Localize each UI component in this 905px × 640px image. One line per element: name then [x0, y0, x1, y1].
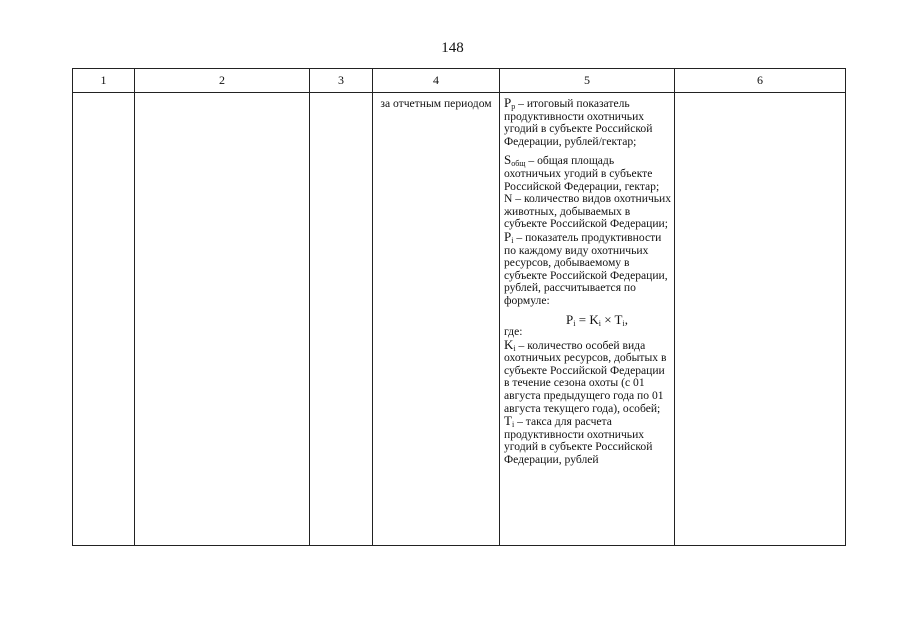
- cell-col5-definitions: [500, 93, 675, 546]
- where-label: где:: [504, 325, 523, 339]
- column-header-5: 5: [500, 69, 675, 93]
- definition-pi: [504, 228, 672, 308]
- formula-k: K: [589, 311, 599, 327]
- definition-pr-text: – итоговый показатель продуктивности охотничьих угодий в субъекте Российской Федерации, рублей/гектар;: [504, 97, 653, 148]
- formula-k-sub: i: [598, 318, 601, 328]
- definition-ki: [504, 336, 672, 416]
- column-header-6: 6: [675, 69, 846, 93]
- formula-p-sub: i: [573, 318, 576, 328]
- formula-t-sub: i: [622, 318, 625, 328]
- formula-t: T: [614, 311, 623, 327]
- formula-p: P: [566, 311, 574, 327]
- column-header-2: 2: [135, 69, 310, 93]
- cell-col4-period: за отчетным периодом: [373, 93, 500, 546]
- symbol-ti-sub: i: [511, 420, 515, 430]
- definition-s-text: – общая площадь охотничьих угодий в субъекте Российской Федерации, гектар;: [504, 154, 660, 193]
- page-number: 148: [441, 40, 464, 56]
- cell-col3: [310, 93, 373, 546]
- column-header-4: 4: [373, 69, 500, 93]
- symbol-s: S: [504, 152, 512, 168]
- definition-ti-text: – такса для расчета продуктивности охотничьих угодий в субъекте Российской Федерации, рублей: [504, 415, 653, 467]
- symbol-pi: P: [504, 228, 512, 244]
- definition-n: N – количество видов охотничьих животных, добываемых в субъекте Российской Федерации;: [504, 192, 672, 231]
- column-header-3: 3: [310, 69, 373, 93]
- symbol-s-sub: общ: [511, 159, 526, 169]
- definition-pi-text: – показатель продуктивности по каждому виду охотничьих ресурсов, добываемому в субъекте Российской Федерации, рублей, рассчитывается по формуле:: [504, 230, 668, 307]
- cell-col6: [675, 93, 846, 546]
- symbol-pi-sub: i: [511, 235, 514, 245]
- symbol-pr-sub: р: [511, 102, 516, 111]
- definition-pr: [504, 97, 672, 148]
- cell-col1: [73, 93, 135, 546]
- column-header-1: 1: [73, 69, 135, 93]
- symbol-ki-sub: i: [513, 343, 516, 353]
- symbol-ti: T: [504, 413, 512, 429]
- document-table: [72, 68, 846, 546]
- formula: [504, 311, 672, 328]
- formula-tail: ,: [624, 311, 628, 327]
- table-header-row: [73, 69, 846, 93]
- formula-eq: =: [575, 311, 590, 327]
- definition-s: [504, 154, 672, 193]
- definition-ki-text: – количество особей вида охотничьих ресурсов, добытых в субъекте Российской Федерации в течение сезона охоты (с 01 августа предыдущего года по 01 августа текущего года), особей;: [504, 338, 667, 415]
- formula-times: ×: [600, 311, 615, 327]
- table-row: [73, 93, 846, 546]
- symbol-pr: P: [504, 95, 512, 110]
- definition-ti: [504, 415, 672, 466]
- cell-col2: [135, 93, 310, 546]
- symbol-ki: K: [504, 336, 514, 352]
